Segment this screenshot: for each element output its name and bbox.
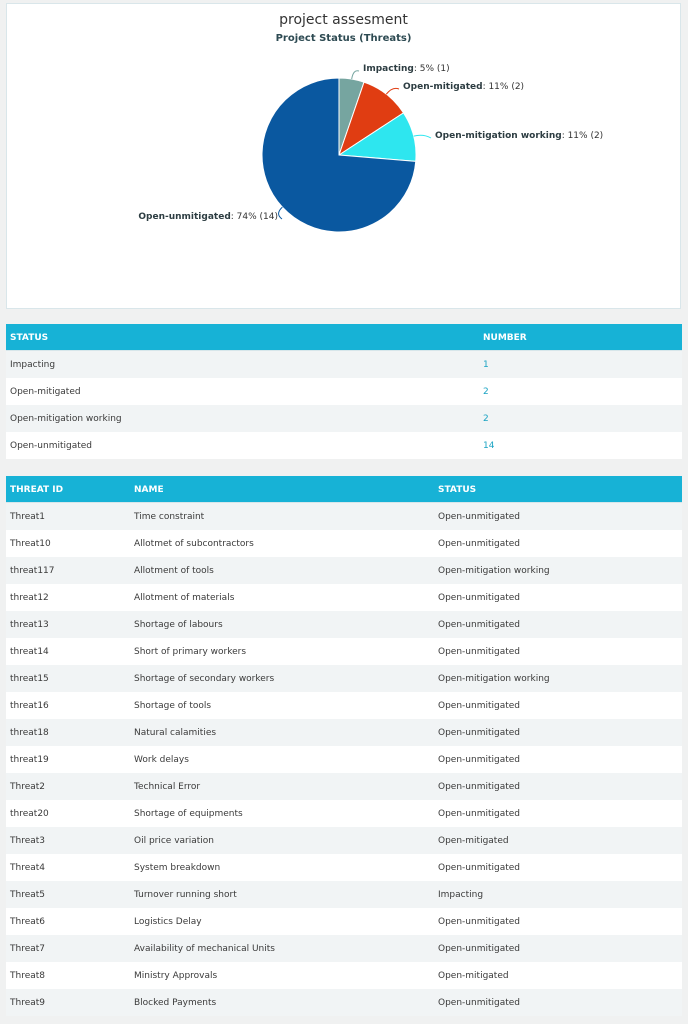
threat-id-cell: Threat7 — [10, 944, 46, 954]
table-row — [6, 800, 682, 827]
table-row — [6, 854, 682, 881]
threat-name-cell: Turnover running short — [134, 890, 237, 900]
table-row — [6, 935, 682, 962]
threat-name-cell: Technical Error — [134, 782, 201, 792]
threat-status-cell: Open-unmitigated — [438, 647, 520, 657]
threat-id-cell: Threat3 — [10, 836, 46, 846]
header-status[interactable]: STATUS — [10, 333, 49, 343]
threat-status-cell: Open-unmitigated — [438, 782, 520, 792]
threat-id-cell: threat20 — [10, 809, 49, 819]
pie-label: Open-mitigated: 11% (2) — [403, 82, 525, 92]
threat-name-cell: Shortage of tools — [134, 701, 212, 711]
threat-id-cell: threat19 — [10, 755, 49, 765]
chart-title: Project Status (Threats) — [275, 33, 412, 44]
pie-label-connector — [352, 71, 359, 79]
threat-status-cell: Impacting — [438, 890, 484, 900]
threat-id-cell: threat14 — [10, 647, 49, 657]
threat-name-cell: Shortage of secondary workers — [134, 674, 275, 684]
threat-id-cell: Threat5 — [10, 890, 46, 900]
table-row — [6, 746, 682, 773]
threat-status-cell: Open-unmitigated — [438, 755, 520, 765]
threat-id-cell: Threat2 — [10, 782, 46, 792]
status-cell: Open-unmitigated — [10, 441, 92, 451]
header-name[interactable]: NAME — [134, 485, 164, 495]
threat-status-cell: Open-unmitigated — [438, 998, 520, 1008]
threat-id-cell: threat117 — [10, 566, 55, 576]
threat-name-cell: Availability of mechanical Units — [134, 944, 275, 954]
threat-name-cell: Time constraint — [134, 512, 205, 522]
threat-name-cell: Natural calamities — [134, 728, 217, 738]
number-cell: 14 — [483, 441, 495, 451]
table-row — [6, 665, 682, 692]
number-cell: 2 — [483, 414, 489, 424]
status-table-body — [6, 351, 682, 459]
threat-id-cell: threat13 — [10, 620, 49, 630]
table-row — [6, 432, 682, 459]
threat-name-cell: Shortage of equipments — [134, 809, 243, 819]
chart-card — [6, 3, 681, 309]
table-row — [6, 638, 682, 665]
threat-status-cell: Open-unmitigated — [438, 539, 520, 549]
threat-table-body — [6, 503, 682, 1016]
threat-status-cell: Open-mitigation working — [438, 674, 550, 684]
table-row — [6, 405, 682, 432]
pie-label-connector — [414, 135, 431, 138]
threat-name-cell: Work delays — [134, 755, 189, 765]
page-title: project assesment — [279, 12, 408, 28]
table-row — [6, 557, 682, 584]
table-row — [6, 611, 682, 638]
threat-id-cell: Threat6 — [10, 917, 46, 927]
threat-id-cell: Threat8 — [10, 971, 46, 981]
threat-status-cell: Open-unmitigated — [438, 620, 520, 630]
pie-label: Open-unmitigated: 74% (14) — [138, 212, 278, 222]
threat-id-cell: Threat4 — [10, 863, 46, 873]
threat-status-cell: Open-unmitigated — [438, 863, 520, 873]
threat-id-cell: threat18 — [10, 728, 49, 738]
threat-status-cell: Open-unmitigated — [438, 512, 520, 522]
pie-chart — [7, 4, 682, 310]
threat-id-cell: Threat10 — [10, 539, 51, 549]
table-row — [6, 962, 682, 989]
threat-id-cell: Threat9 — [10, 998, 46, 1008]
threat-status-cell: Open-mitigated — [438, 971, 509, 981]
status-cell: Impacting — [10, 360, 56, 370]
threat-name-cell: Ministry Approvals — [134, 971, 218, 981]
number-cell: 1 — [483, 360, 489, 370]
table-row — [6, 908, 682, 935]
threat-name-cell: Oil price variation — [134, 836, 215, 846]
threat-status-cell: Open-unmitigated — [438, 917, 520, 927]
table-row — [6, 692, 682, 719]
threat-status-cell: Open-mitigated — [438, 836, 509, 846]
threat-name-cell: Allotment of tools — [134, 566, 214, 576]
table-row — [6, 351, 682, 378]
pie-label-connector — [279, 207, 283, 219]
threat-name-cell: System breakdown — [134, 863, 221, 873]
threat-status-cell: Open-unmitigated — [438, 728, 520, 738]
status-cell: Open-mitigated — [10, 387, 81, 397]
threat-status-cell: Open-unmitigated — [438, 593, 520, 603]
threat-name-cell: Logistics Delay — [134, 917, 202, 927]
threat-name-cell: Shortage of labours — [134, 620, 223, 630]
threat-name-cell: Allotment of materials — [134, 593, 235, 603]
threat-status-cell: Open-unmitigated — [438, 809, 520, 819]
table-row — [6, 827, 682, 854]
threat-table — [6, 476, 682, 1016]
threat-id-cell: Threat1 — [10, 512, 46, 522]
table-row — [6, 378, 682, 405]
pie-label-connector — [386, 88, 399, 94]
threat-name-cell: Blocked Payments — [134, 998, 217, 1008]
header-threat-status[interactable]: STATUS — [438, 485, 477, 495]
threat-status-cell: Open-unmitigated — [438, 944, 520, 954]
pie-label: Open-mitigation working: 11% (2) — [435, 131, 604, 141]
header-threat-id[interactable]: THREAT ID — [10, 485, 64, 495]
threat-name-cell: Allotmet of subcontractors — [134, 539, 254, 549]
number-cell: 2 — [483, 387, 489, 397]
threat-id-cell: threat16 — [10, 701, 49, 711]
threat-id-cell: threat15 — [10, 674, 49, 684]
status-cell: Open-mitigation working — [10, 414, 122, 424]
threat-table-header — [6, 476, 682, 503]
table-row — [6, 584, 682, 611]
threat-status-cell: Open-mitigation working — [438, 566, 550, 576]
table-row — [6, 719, 682, 746]
table-row — [6, 989, 682, 1016]
status-table — [6, 324, 682, 459]
status-table-header — [6, 324, 682, 351]
table-row — [6, 773, 682, 800]
threat-name-cell: Short of primary workers — [134, 647, 247, 657]
pie-label: Impacting: 5% (1) — [363, 64, 450, 74]
table-row — [6, 530, 682, 557]
threat-status-cell: Open-unmitigated — [438, 701, 520, 711]
table-row — [6, 881, 682, 908]
header-number[interactable]: NUMBER — [483, 333, 527, 343]
threat-id-cell: threat12 — [10, 593, 49, 603]
table-row — [6, 503, 682, 530]
